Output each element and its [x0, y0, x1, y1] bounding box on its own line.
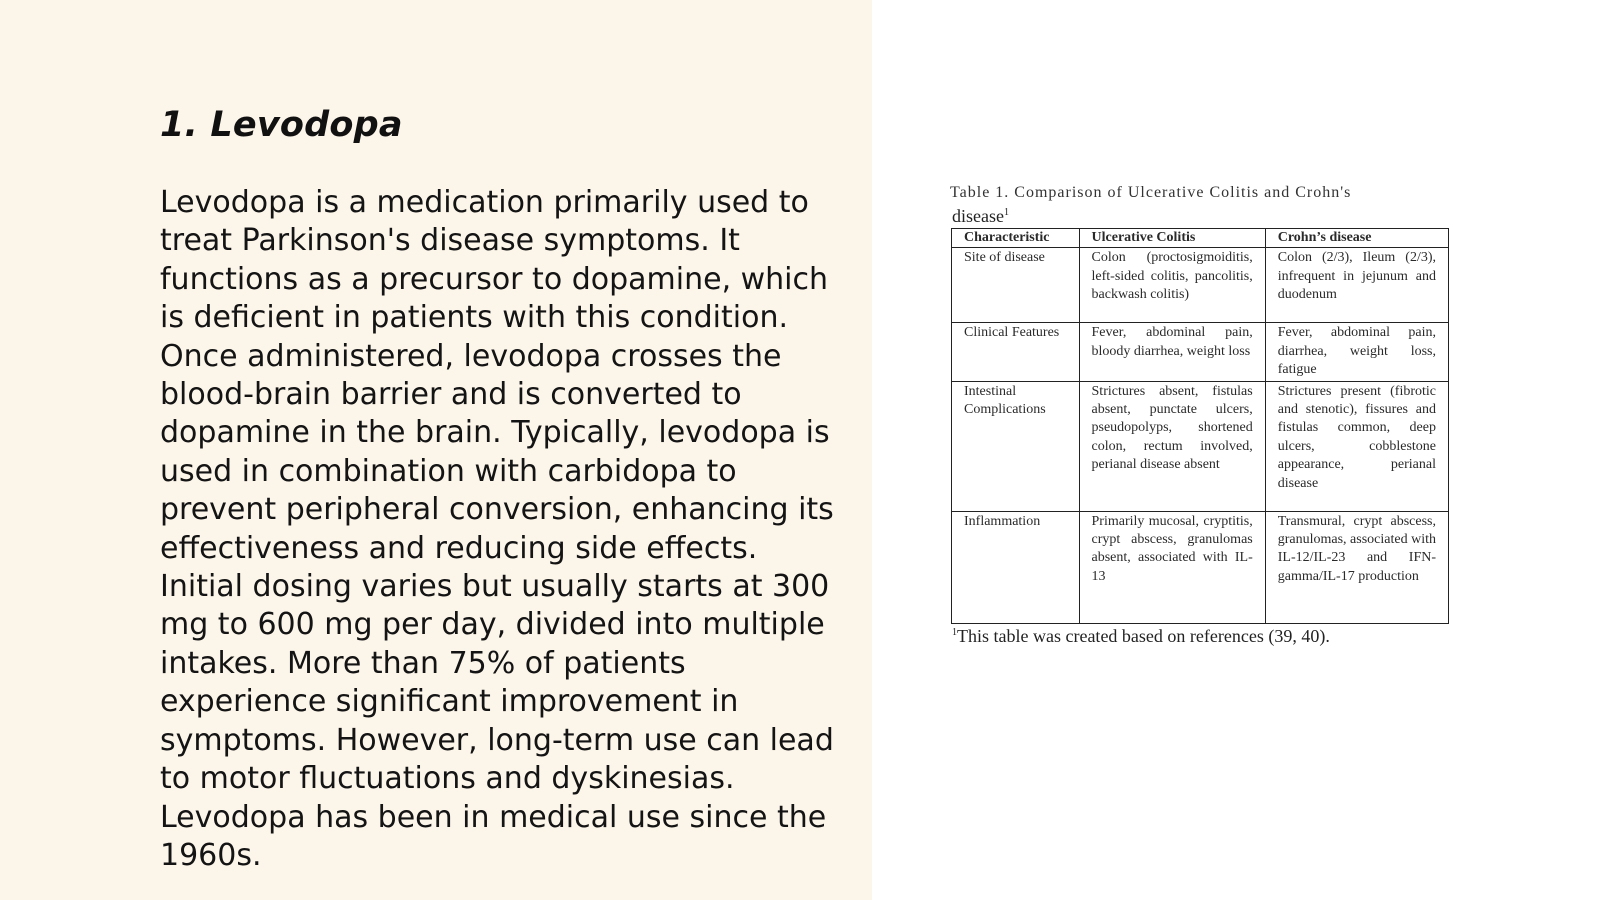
- caption-superscript: 1: [1003, 207, 1009, 218]
- row-crohns-disease: Colon (2/3), Ileum (2/3), infrequent in jejunum and duodenum: [1265, 248, 1448, 323]
- table-figure: [950, 184, 1450, 647]
- slide-title: 1. Levodopa: [160, 105, 403, 145]
- row-characteristic: Clinical Features: [952, 323, 1080, 381]
- table-row: [952, 323, 1449, 381]
- row-crohns-disease: Transmural, crypt abscess, granulomas, associated with IL-12/IL-23 and IFN-gamma/IL-17 production: [1265, 511, 1448, 623]
- header-ulcerative-colitis: Ulcerative Colitis: [1079, 229, 1265, 248]
- row-characteristic: Site of disease: [952, 248, 1080, 323]
- table-caption-line: [952, 206, 1009, 227]
- body-paragraph: Levodopa is a medication primarily used to treat Parkinson's disease symptoms. It functions as a precursor to dopamine, which is deficient in patients with this condition. Once administered, levodopa crosses the blood-brain barrier and is converted to dopamine in the brain. Typically, levodopa is used in combination with carbidopa to prevent peripheral conversion, enhancing its effectiveness and reducing side effects. Initial dosing varies but usually starts at 300 mg to 600 mg per day, divided into multiple intakes. More than 75% of patients experience significant improvement in symptoms. However, long-term use can lead to motor fluctuations and dyskinesias. Levodopa has been in medical use since the 1960s.: [160, 185, 834, 873]
- table-header-row: [952, 229, 1449, 248]
- caption-text: disease: [952, 206, 1004, 226]
- table-caption: [950, 184, 1450, 228]
- table-footnote: [952, 626, 1450, 647]
- row-crohns-disease: Fever, abdominal pain, diarrhea, weight loss, fatigue: [1265, 323, 1448, 381]
- row-ulcerative-colitis: Strictures absent, fistulas absent, punctate ulcers, pseudopolyps, shortened colon, rectum involved, perianal disease absent: [1079, 381, 1265, 511]
- row-ulcerative-colitis: Colon (proctosigmoiditis, left-sided colitis, pancolitis, backwash colitis): [1079, 248, 1265, 323]
- header-crohns-disease: Crohn’s disease: [1265, 229, 1448, 248]
- row-ulcerative-colitis: Primarily mucosal, cryptitis, crypt abscess, granulomas absent, associated with IL-13: [1079, 511, 1265, 623]
- row-characteristic: Inflammation: [952, 511, 1080, 623]
- header-characteristic: Characteristic: [952, 229, 1080, 248]
- table-row: [952, 381, 1449, 511]
- comparison-table: [951, 228, 1449, 624]
- table-row: [952, 511, 1449, 623]
- row-ulcerative-colitis: Fever, abdominal pain, bloody diarrhea, weight loss: [1079, 323, 1265, 381]
- table-row: [952, 248, 1449, 323]
- footnote-text: This table was created based on references (39, 40).: [957, 625, 1330, 646]
- footnote-superscript: 1: [952, 626, 957, 638]
- row-crohns-disease: Strictures present (fibrotic and stenotic), fissures and fistulas common, deep ulcers, cobblestone appearance, perianal disease: [1265, 381, 1448, 511]
- row-characteristic: Intestinal Complications: [952, 381, 1080, 511]
- table-caption-cropped: Table 1. Comparison of Ulcerative Colitis and Crohn's: [950, 184, 1352, 201]
